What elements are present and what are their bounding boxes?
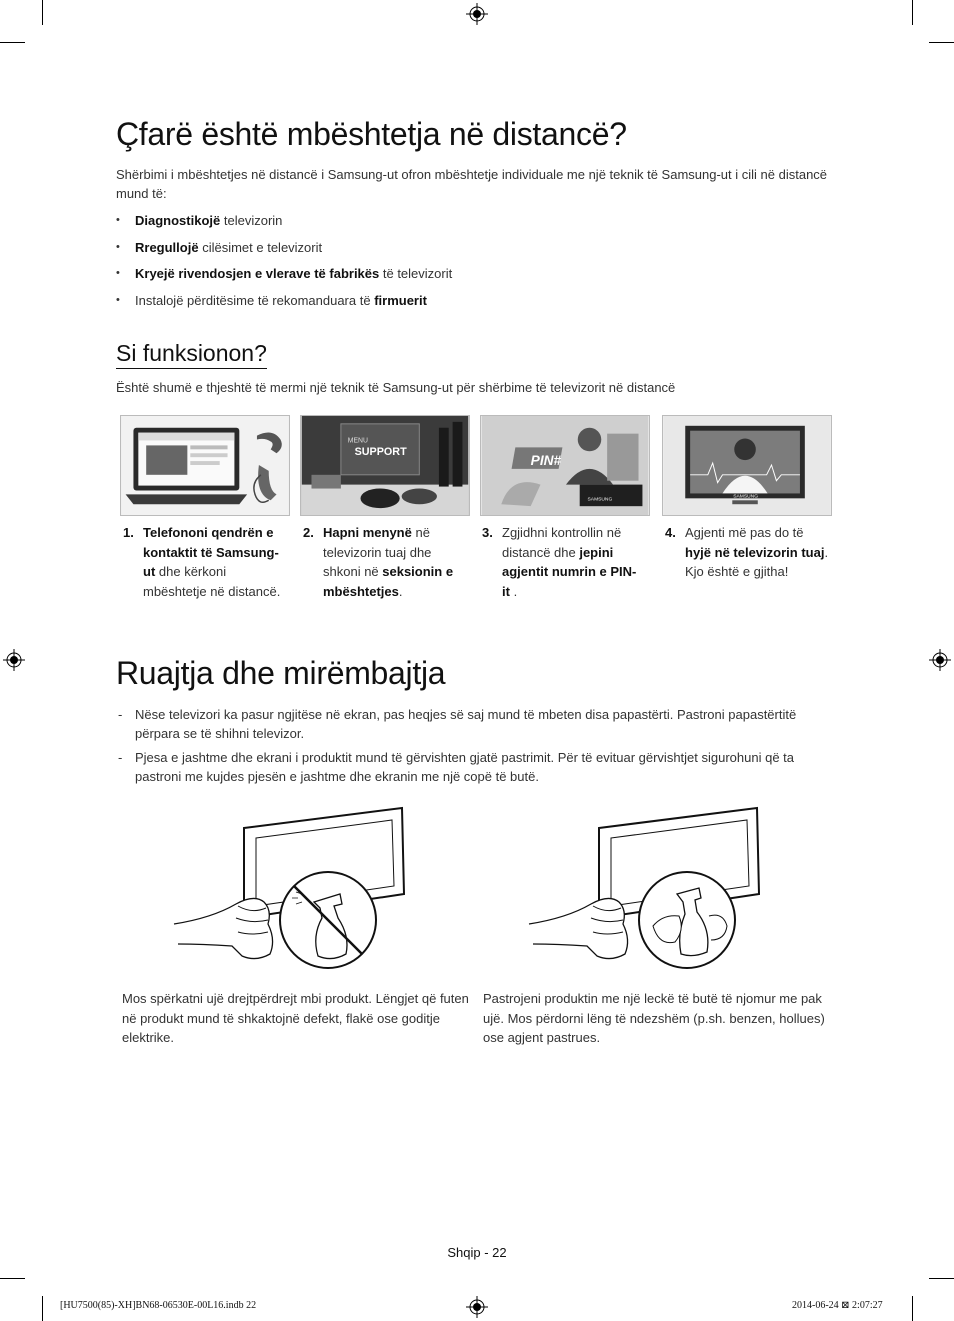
care-list: [116, 705, 841, 791]
registration-mark-icon: [3, 649, 25, 671]
registration-mark-icon: [929, 649, 951, 671]
photo-pin-text: PIN#: [530, 453, 562, 469]
registration-mark-icon: [466, 1296, 488, 1318]
crop-mark: [929, 42, 954, 43]
crop-mark: [912, 0, 913, 25]
photo-pin-agent: [480, 415, 650, 516]
capability-list: [116, 211, 452, 317]
list-item: • Kryejë rivendosjen e vlerave të fabrikës të televizorit: [116, 264, 452, 291]
illustration-do-not-spray: [172, 806, 408, 976]
photo-brand-text: SAMSUNG: [733, 494, 759, 500]
registration-mark-icon: [466, 3, 488, 25]
page-number: Shqip - 22: [447, 1245, 507, 1260]
photo-agent-tv: [662, 415, 832, 516]
list-item: • Diagnostikojë televizorin: [116, 211, 452, 238]
photo-laptop-phone: [120, 415, 290, 516]
caption-right: Pastrojeni produktin me një leckë të butë të njomur me pak ujë. Mos përdorni lëng të ndezshëm (p.sh. benzen, hollues) ose agjent pastrues.: [483, 991, 825, 1045]
crop-mark: [0, 1278, 25, 1279]
photo-support-text: SUPPORT: [354, 446, 407, 459]
section-subtitle: Si funksionon?: [116, 340, 267, 369]
list-item: • Rregullojë cilësimet e televizorit: [116, 238, 452, 265]
list-item: • Instalojë përditësime të rekomanduara të firmuerit: [116, 291, 452, 318]
intro-paragraph: Shërbimi i mbështetjes në distancë i Samsung-ut ofron mbështetje individuale me një teknik të Samsung-ut i cili në distancë mund të:: [116, 167, 828, 201]
step-item: 3. Zgjidhni kontrollin në distancë dhe jepini agjentit numrin e PIN-it .: [482, 525, 637, 599]
page-title: Çfarë është mbështetja në distancë?: [116, 116, 627, 152]
section-title-care: Ruajtja dhe mirëmbajtja: [116, 655, 446, 691]
crop-mark: [929, 1278, 954, 1279]
crop-mark: [42, 1296, 43, 1321]
caption-left: Mos spërkatni ujë drejtpërdrejt mbi produkt. Lëngjet që futen në produkt mund të shkaktojnë defekt, flakë ose goditje elektrike.: [122, 991, 469, 1045]
illustration-wipe-cloth: [527, 806, 763, 976]
imprint-left: [HU7500(85)-XH]BN68-06530E-00L16.indb 22: [60, 1300, 257, 1311]
how-intro: Është shumë e thjeshtë të mermi një teknik të Samsung-ut për shërbime të televizorit në distancë: [116, 380, 676, 395]
crop-mark: [42, 0, 43, 25]
photo-brand-text: SAMSUNG: [587, 497, 613, 503]
step-item: 1. Telefononi qendrën e kontaktit të Samsung-ut dhe kërkoni mbështetje në distancë.: [123, 525, 281, 599]
list-item: - Nëse televizori ka pasur ngjitëse në ekran, pas heqjes së saj mund të mbeten disa papastërti. Pastroni papastërtitë përpara se të shihni televizor.: [116, 705, 841, 743]
photo-menu-text: MENU: [347, 437, 368, 445]
imprint-right: 2014-06-24 ⊠ 2:07:27: [792, 1300, 883, 1311]
crop-mark: [0, 42, 25, 43]
step-item: 4. Agjenti më pas do të hyjë në televizorin tuaj. Kjo është e gjitha!: [665, 525, 829, 579]
step-item: 2. Hapni menynë në televizorin tuaj dhe shkoni në seksionin e mbështetjes.: [303, 525, 454, 599]
crop-mark: [912, 1296, 913, 1321]
photo-support-menu: [300, 415, 470, 516]
list-item: - Pjesa e jashtme dhe ekrani i produktit mund të gërvishten gjatë pastrimit. Për të evituar gërvishtjet sigurohuni që ta pastroni me kujdes pjesën e jashtme dhe ekranin me një copë të butë.: [116, 748, 841, 786]
